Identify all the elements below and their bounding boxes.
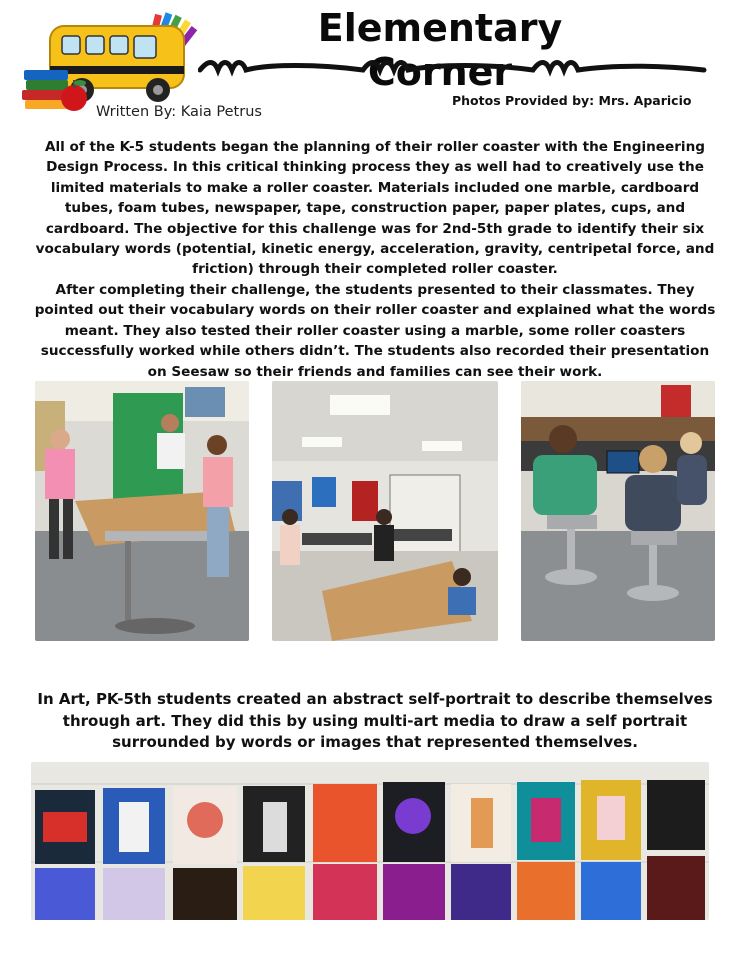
books-icon [22, 70, 68, 109]
photo-credit: Photos Provided by: Mrs. Aparicio [452, 93, 692, 108]
school-bus-logo [22, 6, 202, 114]
article-paragraph-art: In Art, PK-5th students created an abstract self-portrait to describe themselves through art. They did this by using multi-art media to draw a self portrait surrounded by words or images that represented themselves. [37, 690, 713, 751]
photo-self-portrait-wall [31, 762, 709, 920]
decorative-squiggle-divider [198, 54, 708, 84]
byline: Written By: Kaia Petrus [96, 104, 262, 120]
photo-students-building-coaster [35, 381, 249, 641]
article-paragraph-presentations: After completing their challenge, the students presented to their classmates. They pointed out their vocabulary words on their roller coaster and explained what the words meant. They also tested their roller coaster using a marble, some roller coasters successfully worked while others didn’t. The students also recorded their presentation on Seesaw so their friends and families can see their work. [34, 282, 716, 380]
page-title: Elementary Corner [317, 6, 563, 94]
article-paragraph-roller-coaster: All of the K-5 students began the planning of their roller coaster with the Engineering Design Process. In this critical thinking process they as well had to creatively use the limited materials to make a roller coaster. Materials included one marble, cardboard tubes, foam tubes, newspaper, tape, construction paper, paper plates, cups, and cardboard. The objective for this challenge was for 2nd-5th grade to identify their six vocabulary words (potential, kinetic energy, acceleration, gravity, centripetal force, and friction) through their completed roller coaster. [35, 139, 715, 278]
photo-classroom-testing [272, 381, 498, 641]
photo-students-recording-seesaw [521, 381, 715, 641]
